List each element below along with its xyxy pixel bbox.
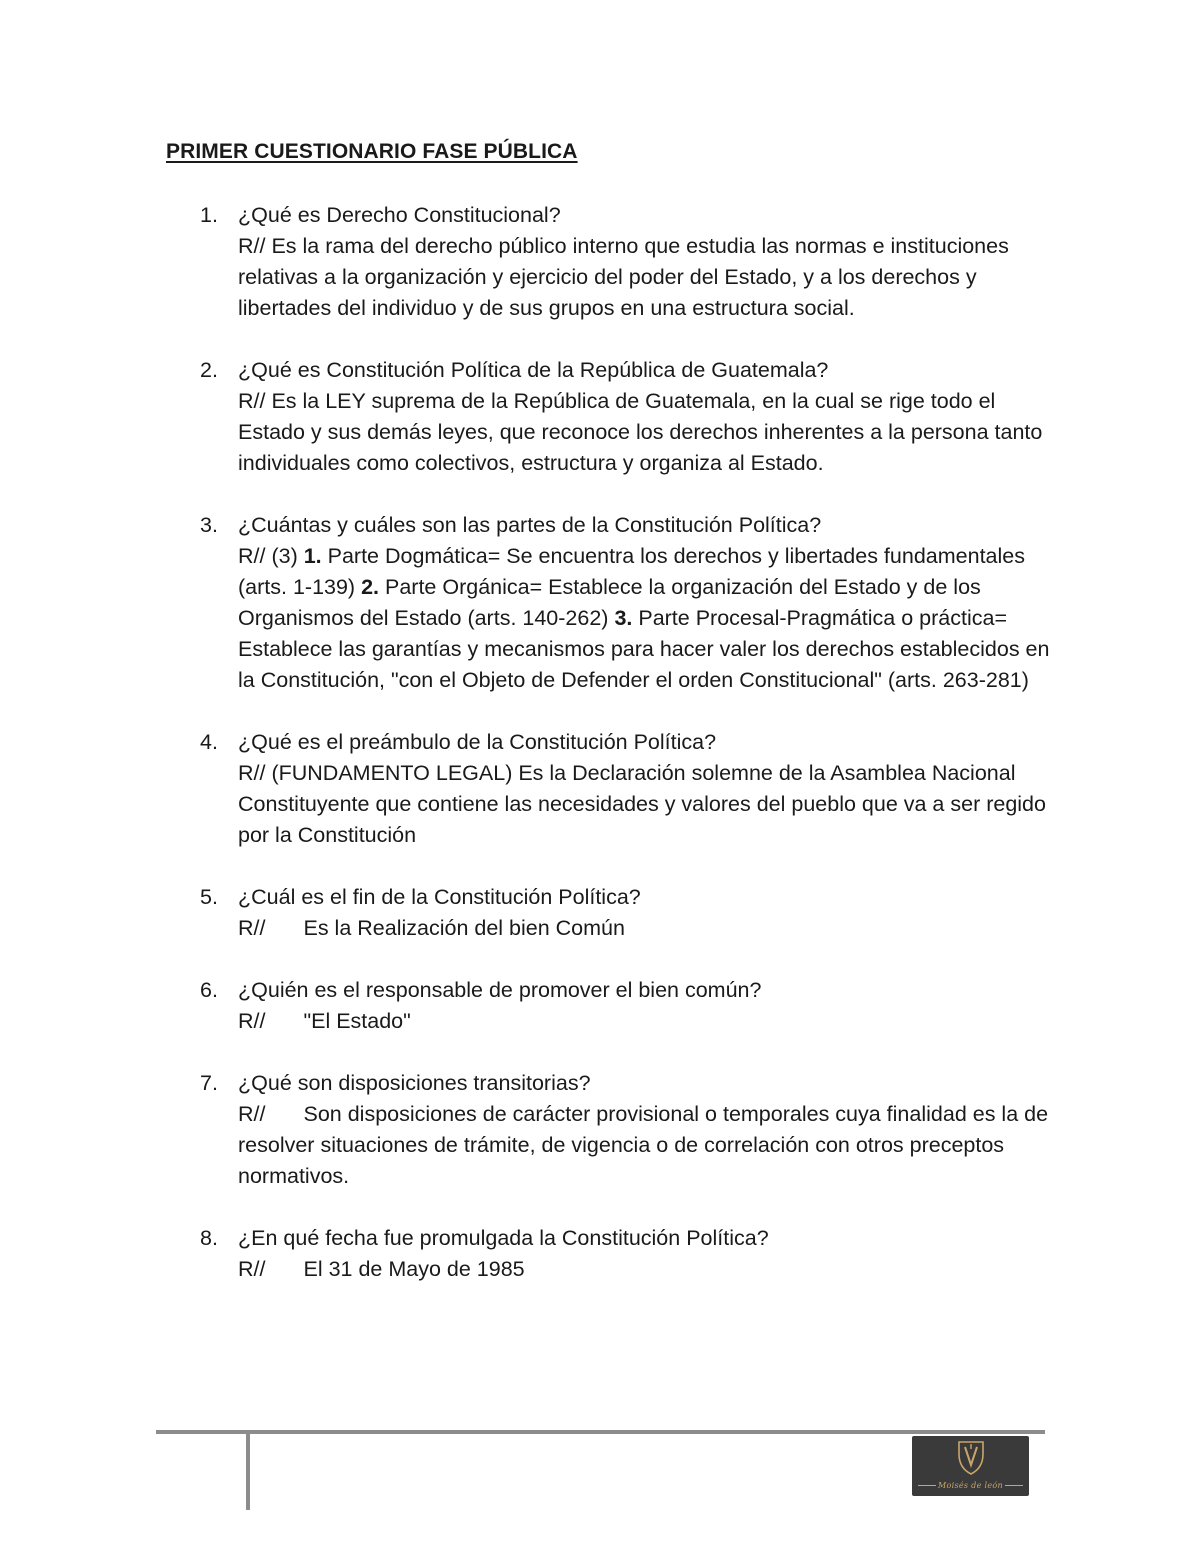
list-item bbox=[200, 727, 1050, 851]
question-text: ¿Quién es el responsable de promover el bien común? bbox=[238, 978, 762, 1002]
part-number: 1. bbox=[303, 544, 322, 568]
answer-text: R// Es la LEY suprema de la República de Guatemala, en la cual se rige todo el Estado y sus demás leyes, que reconoce los derechos inherentes a la persona tanto individuales como colectivos, estructura y organiza al Estado. bbox=[238, 389, 1043, 475]
answer-body: El 31 de Mayo de 1985 bbox=[303, 1257, 525, 1281]
question-number: 1. bbox=[200, 203, 218, 227]
list-item bbox=[200, 1068, 1050, 1192]
answer-prefix: R// (3) bbox=[238, 544, 304, 568]
answer-body: Es la Realización del bien Común bbox=[303, 916, 625, 940]
answer-text bbox=[238, 1254, 1050, 1285]
answer-prefix: R// bbox=[238, 1102, 266, 1126]
question-text: ¿Cuál es el fin de la Constitución Política? bbox=[238, 885, 641, 909]
answer-prefix: R// bbox=[238, 916, 266, 940]
list-item bbox=[200, 975, 1050, 1037]
part-number: 2. bbox=[361, 575, 380, 599]
answer-body: Son disposiciones de carácter provisional o temporales cuya finalidad es la de resolver situaciones de trámite, de vigencia o de correlación con otros preceptos normativos. bbox=[238, 1102, 1049, 1188]
question-text: ¿Cuántas y cuáles son las partes de la Constitución Política? bbox=[238, 513, 822, 537]
part-number: 3. bbox=[614, 606, 633, 630]
question-number: 5. bbox=[200, 885, 218, 909]
question-number: 8. bbox=[200, 1226, 218, 1250]
question-number: 6. bbox=[200, 978, 218, 1002]
answer-text bbox=[238, 541, 1050, 696]
list-item bbox=[200, 355, 1050, 479]
answer-prefix: R// bbox=[238, 1257, 266, 1281]
question-number: 4. bbox=[200, 730, 218, 754]
question-text: ¿Qué es Constitución Política de la República de Guatemala? bbox=[238, 358, 829, 382]
answer-text bbox=[238, 1006, 1050, 1037]
part-text: Parte Orgánica= Establece la organización del Estado y de los Organismos del Estado (arts. 140-262) bbox=[238, 575, 981, 630]
shield-icon bbox=[957, 1440, 985, 1476]
question-list bbox=[200, 200, 1050, 1316]
list-item bbox=[200, 882, 1050, 944]
footer-divider bbox=[156, 1430, 1045, 1434]
question-number: 7. bbox=[200, 1071, 218, 1095]
question-text: ¿En qué fecha fue promulgada la Constitución Política? bbox=[238, 1226, 769, 1250]
brand-logo bbox=[912, 1436, 1029, 1496]
question-number: 2. bbox=[200, 358, 218, 382]
answer-text bbox=[238, 1099, 1050, 1192]
question-text: ¿Qué es el preámbulo de la Constitución Política? bbox=[238, 730, 717, 754]
list-item bbox=[200, 510, 1050, 696]
question-text: ¿Qué son disposiciones transitorias? bbox=[238, 1071, 591, 1095]
answer-text bbox=[238, 913, 1050, 944]
answer-text: R// (FUNDAMENTO LEGAL) Es la Declaración solemne de la Asamblea Nacional Constituyente que contiene las necesidades y valores del pueblo que va a ser regido por la Constitución bbox=[238, 761, 1046, 847]
part-text: Parte Dogmática= Se encuentra los derechos y libertades fundamentales (arts. 1-139) bbox=[238, 544, 1025, 599]
answer-text: R// Es la rama del derecho público interno que estudia las normas e instituciones relativas a la organización y ejercicio del poder del Estado, y a los derechos y libertades del individuo y de sus grupos en una estructura social. bbox=[238, 234, 1009, 320]
footer-vertical-divider bbox=[246, 1432, 250, 1510]
question-text: ¿Qué es Derecho Constitucional? bbox=[238, 203, 561, 227]
answer-prefix: R// bbox=[238, 1009, 266, 1033]
part-text: Parte Procesal-Pragmática o práctica= Establece las garantías y mecanismos para hacer valer los derechos establecidos en la Constitución, "con el Objeto de Defender el orden Constitucional" (arts. 263-281) bbox=[238, 606, 1050, 692]
document-title: PRIMER CUESTIONARIO FASE PÚBLICA bbox=[166, 140, 578, 163]
question-number: 3. bbox=[200, 513, 218, 537]
list-item bbox=[200, 200, 1050, 324]
list-item bbox=[200, 1223, 1050, 1285]
answer-body: "El Estado" bbox=[303, 1009, 411, 1033]
logo-text: Moisés de león bbox=[938, 1481, 1003, 1490]
